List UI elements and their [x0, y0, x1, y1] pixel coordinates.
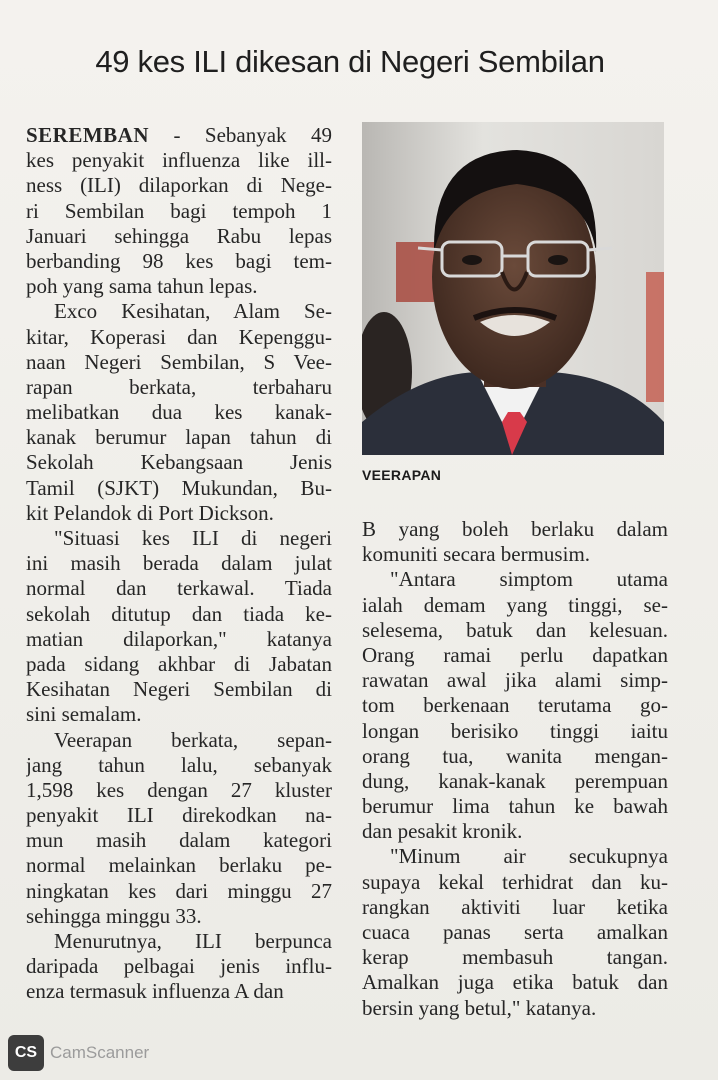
- text-run: Tamil (SJKT) Mukundan, Bu-: [26, 475, 332, 500]
- article-line: [362, 542, 668, 567]
- text-run: kitar, Koperasi dan Kepenggu-: [26, 324, 332, 349]
- text-run: kerap membasuh tangan.: [362, 945, 668, 970]
- article-line: [362, 844, 668, 869]
- article-line: [362, 517, 668, 542]
- text-run: naan Negeri Sembilan, S Vee-: [26, 349, 332, 374]
- article-line: [26, 904, 332, 929]
- text-run: ini masih berada dalam julat: [26, 551, 332, 576]
- headline: 49 kes ILI dikesan di Negeri Sembilan: [95, 44, 605, 79]
- article-line: [26, 677, 332, 702]
- article-line: [26, 652, 332, 677]
- article-line: [26, 828, 332, 853]
- text-run: berbanding 98 kes bagi tem-: [26, 248, 332, 273]
- article-line: [26, 400, 332, 425]
- text-run: dan pesakit kronik.: [362, 819, 523, 844]
- text-run: sini semalam.: [26, 702, 142, 727]
- article-line: [26, 853, 332, 878]
- article-line: [26, 299, 332, 324]
- text-run: dung, kanak-kanak perempuan: [362, 768, 668, 793]
- text-run: kes penyakit influenza like ill-: [26, 148, 332, 173]
- text-run: "Minum air secukupnya: [390, 844, 668, 869]
- text-run: normal dan terkawal. Tiada: [26, 576, 332, 601]
- article-line: [26, 350, 332, 375]
- camscanner-brand: CamScanner: [50, 1043, 150, 1062]
- text-run: cuaca panas serta amalkan: [362, 920, 668, 944]
- text-run: jang tahun lalu, sebanyak: [26, 752, 332, 777]
- text-run: Amalkan juga etika batuk dan: [362, 970, 668, 995]
- article-line: [26, 627, 332, 652]
- text-run: poh yang sama tahun lepas.: [26, 274, 258, 299]
- article-line: [26, 753, 332, 778]
- article-line: [362, 996, 668, 1021]
- text-run: Menurutnya, ILI berpunca: [54, 929, 332, 953]
- article-line: [26, 450, 332, 475]
- text-run: rawatan awal jika alami simp-: [362, 668, 668, 693]
- text-run: pada sidang akhbar di Jabatan: [26, 651, 332, 676]
- text-run: B yang boleh berlaku dalam: [362, 517, 668, 541]
- text-run: - Sebanyak 49: [149, 123, 332, 147]
- text-run: sekolah ditutup dan tiada ke-: [26, 601, 332, 626]
- text-run: ningkatan kes dari minggu 27: [26, 878, 332, 903]
- article-line: [26, 249, 332, 274]
- text-run: rangkan aktiviti luar ketika: [362, 894, 668, 919]
- article-line: [26, 576, 332, 601]
- text-run: 1,598 kes dengan 27 kluster: [26, 777, 332, 802]
- text-run: Kesihatan Negeri Sembilan di: [26, 677, 332, 702]
- text-run: ialah demam yang tinggi, se-: [362, 592, 668, 617]
- article-line: [26, 173, 332, 198]
- article-line: [26, 375, 332, 400]
- camscanner-logo-icon: CS: [8, 1035, 44, 1071]
- article-line: [26, 325, 332, 350]
- article-line: [26, 929, 332, 954]
- article-line: [26, 778, 332, 803]
- text-run: "Antara simptom utama: [390, 567, 668, 592]
- text-run: bersin yang betul," katanya.: [362, 995, 597, 1020]
- text-run: enza termasuk influenza A dan: [26, 979, 284, 1004]
- article-line: [362, 719, 668, 744]
- text-run: Sekolah Kebangsaan Jenis: [26, 450, 332, 475]
- text-run: tom berkenaan terutama go-: [362, 693, 668, 718]
- article-line: [362, 870, 668, 895]
- article-line: [26, 123, 332, 148]
- text-run: Januari sehingga Rabu lepas: [26, 223, 332, 248]
- article-line: [362, 794, 668, 819]
- article-line: [26, 551, 332, 576]
- article-line: [26, 148, 332, 173]
- article-line: [362, 668, 668, 693]
- text-run: normal melainkan berlaku pe-: [26, 853, 332, 878]
- text-run: sehingga minggu 33.: [26, 903, 202, 928]
- article-line: [362, 593, 668, 618]
- article-line: [26, 728, 332, 753]
- article-line: [26, 879, 332, 904]
- article-line: [26, 803, 332, 828]
- text-run: matian dilaporkan," katanya: [26, 626, 332, 651]
- article-line: [362, 819, 668, 844]
- article-line: [26, 224, 332, 249]
- text-run: "Situasi kes ILI di negeri: [54, 526, 332, 550]
- article-line: [362, 769, 668, 794]
- text-run: Veerapan berkata, sepan-: [54, 727, 332, 752]
- text-run: mun masih dalam kategori: [26, 828, 332, 853]
- article-line: [26, 979, 332, 1004]
- article-column-left: [26, 123, 332, 1005]
- article-line: [26, 274, 332, 299]
- article-line: [26, 602, 332, 627]
- photo-caption: VEERAPAN: [362, 467, 442, 483]
- text-run: daripada pelbagai jenis influ-: [26, 954, 332, 979]
- text-run: Exco Kesihatan, Alam Se-: [54, 299, 332, 324]
- text-run: melibatkan dua kes kanak-: [26, 400, 332, 425]
- text-run: kit Pelandok di Port Dickson.: [26, 500, 274, 525]
- article-line: [362, 618, 668, 643]
- text-run: ness (ILI) dilaporkan di Nege-: [26, 173, 332, 198]
- text-run: rapan berkata, terbaharu: [26, 374, 332, 399]
- article-line: [362, 970, 668, 995]
- article-line: [26, 476, 332, 501]
- article-line: [362, 643, 668, 668]
- article-column-right: [362, 517, 668, 1021]
- article-line: [362, 744, 668, 769]
- text-run: selesema, batuk dan kelesuan.: [362, 617, 668, 642]
- article-line: [26, 954, 332, 979]
- article-line: [362, 693, 668, 718]
- text-run: kanak berumur lapan tahun di: [26, 425, 332, 450]
- dateline: SEREMBAN: [26, 123, 150, 147]
- text-run: komuniti secara bermusim.: [362, 542, 591, 567]
- portrait-photo: [362, 122, 664, 455]
- text-run: orang tua, wanita mengan-: [362, 743, 668, 768]
- text-run: supaya kekal terhidrat dan ku-: [362, 869, 668, 894]
- text-run: penyakit ILI direkodkan na-: [26, 803, 332, 828]
- article-line: [362, 920, 668, 945]
- article-line: [26, 526, 332, 551]
- article-line: [362, 567, 668, 592]
- text-run: Orang ramai perlu dapatkan: [362, 642, 668, 667]
- camscanner-watermark: [8, 1035, 198, 1071]
- text-run: berumur lima tahun ke bawah: [362, 794, 668, 819]
- text-run: longan berisiko tinggi iaitu: [362, 718, 668, 743]
- article-line: [26, 199, 332, 224]
- text-run: ri Sembilan bagi tempoh 1: [26, 198, 332, 223]
- article-line: [26, 425, 332, 450]
- article-line: [26, 702, 332, 727]
- article-line: [362, 945, 668, 970]
- article-line: [26, 501, 332, 526]
- article-line: [362, 895, 668, 920]
